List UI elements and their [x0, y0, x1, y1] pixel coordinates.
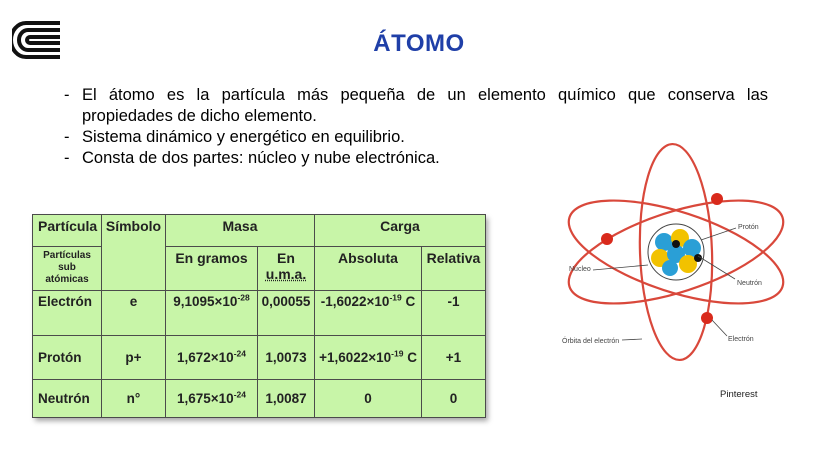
cell-particula: Neutrón [33, 380, 102, 418]
bullet-text: Sistema dinámico y energético en equilibrio. [82, 128, 405, 146]
cell-particula: Electrón [33, 291, 102, 336]
header-absoluta: Absoluta [315, 247, 422, 291]
cell-gramos [166, 291, 258, 336]
label-proton: Protón [738, 224, 759, 231]
bullet-text-continuation: propiedades de dicho elemento. [82, 107, 317, 125]
atom-diagram [560, 140, 792, 372]
cell-relativa: +1 [422, 336, 486, 380]
absoluta-exponent: -19 [389, 292, 402, 303]
absoluta-base: +1,6022×10 [319, 350, 392, 365]
absoluta-unit: C [401, 294, 416, 309]
header-uma-label: u.m.a. [265, 266, 307, 282]
particle-table [32, 214, 485, 417]
cell-gramos [166, 336, 258, 380]
absoluta-base: 0 [364, 391, 372, 406]
electron-dot [711, 193, 723, 205]
header-subatomicas [33, 247, 102, 291]
gramos-base: 1,672×10 [177, 350, 234, 365]
bullet-item [62, 85, 768, 127]
label-electron: Electrón [728, 336, 754, 343]
neutron-ball [662, 260, 678, 276]
cell-simbolo: e [102, 291, 166, 336]
label-orbita: Órbita del electrón [562, 338, 620, 345]
header-en: En [277, 250, 295, 266]
cell-relativa: 0 [422, 380, 486, 418]
absoluta-exponent: -19 [391, 348, 404, 359]
subatomicas-line: Partículas [43, 250, 91, 261]
nucleus-shade [672, 240, 680, 248]
header-carga: Carga [315, 215, 486, 247]
cell-uma: 1,0087 [258, 380, 315, 418]
header-relativa: Relativa [422, 247, 486, 291]
header-simbolo: Símbolo [102, 215, 166, 291]
gramos-exponent: -28 [237, 292, 250, 303]
cell-uma: 1,0073 [258, 336, 315, 380]
header-uma [258, 247, 315, 291]
header-particula: Partícula [33, 215, 102, 247]
subatomicas-line: atómicas [45, 274, 89, 285]
electron-dot [601, 233, 613, 245]
page-title: ÁTOMO [373, 30, 465, 57]
gramos-exponent: -24 [233, 348, 246, 359]
electron-dot [701, 312, 713, 324]
cell-uma: 0,00055 [258, 291, 315, 336]
nucleus [648, 224, 704, 280]
cell-absoluta [315, 291, 422, 336]
bullet-text: Consta de dos partes: núcleo y nube electrónica. [82, 149, 440, 167]
cell-relativa: -1 [422, 291, 486, 336]
cell-simbolo: n° [102, 380, 166, 418]
header-masa: Masa [166, 215, 315, 247]
table-row [33, 380, 486, 418]
cell-absoluta [315, 336, 422, 380]
cell-simbolo: p+ [102, 336, 166, 380]
image-credit: Pinterest [720, 389, 758, 400]
table-row [33, 291, 486, 336]
gramos-base: 1,675×10 [177, 391, 234, 406]
table-row [33, 336, 486, 380]
cell-gramos [166, 380, 258, 418]
cell-particula: Protón [33, 336, 102, 380]
label-nucleo: Núcleo [569, 266, 591, 273]
bullet-text: - El átomo es la partícula más pequeña de un elemento químico que conserva las [82, 86, 768, 104]
absoluta-base: -1,6022×10 [320, 294, 390, 309]
gramos-exponent: -24 [233, 389, 246, 400]
gramos-base: 9,1095×10 [173, 294, 238, 309]
subatomicas-line: sub [58, 262, 76, 273]
absoluta-unit: C [403, 350, 417, 365]
label-neutron: Neutrón [737, 280, 762, 287]
cell-absoluta [315, 380, 422, 418]
header-en-gramos: En gramos [166, 247, 258, 291]
